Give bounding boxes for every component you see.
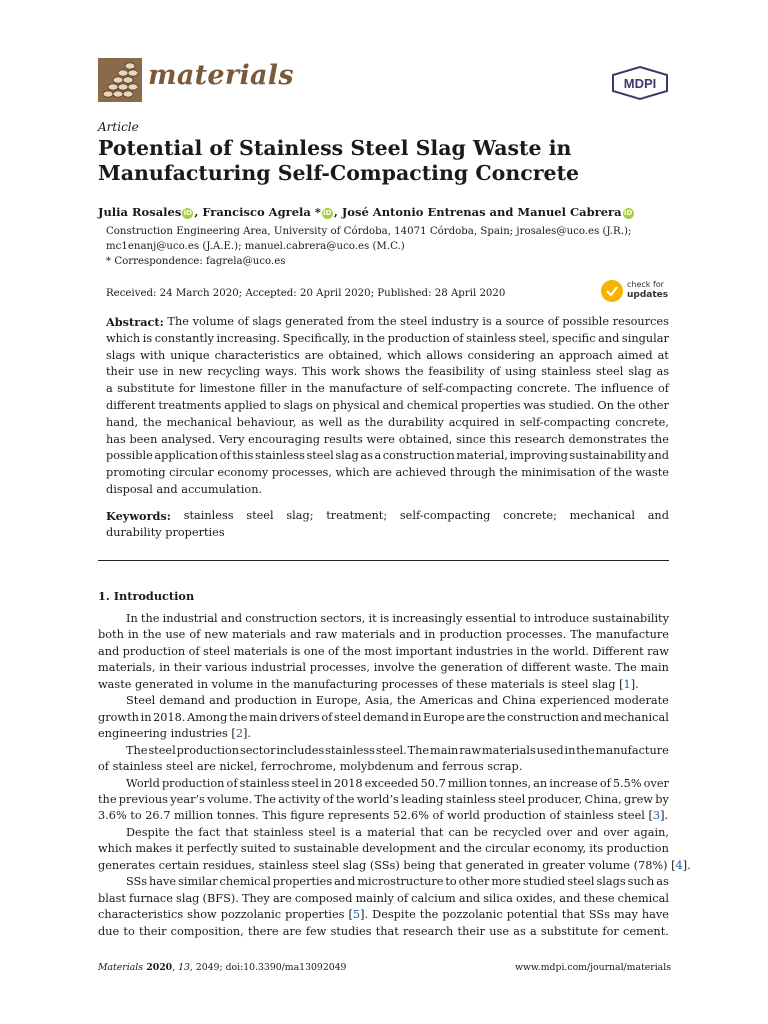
section-divider [98,560,669,561]
abstract-line: has been analysed. Very encouraging results were obtained, since this research demonstrates the [106,432,669,446]
body-line: which makes it perfectly suited to sustainable development and the circular economy, its production [98,842,669,856]
reference-link[interactable]: 4 [675,858,683,872]
abstract-line: which is constantly increasing. Specifically, in the production of stainless steel, specific and singular [106,331,669,345]
body-line: In the industrial and construction sectors, it is increasingly essential to introduce sustainability [126,612,669,625]
body-line: 3.6% to 26.7 million tonnes. This figure represents 52.6% of world production of stainless steel [3]. [98,809,669,823]
body-line: waste generated in volume in the manufacturing processes of these materials is steel slag [1]. [98,677,639,691]
body-line: SSs have similar chemical properties and microstructure to other more studied steel slags such as [126,875,669,889]
keywords-line [106,508,669,525]
keyword-word: steel [246,509,274,522]
article-title [98,136,658,186]
journal-logo-icon [98,58,142,102]
article-type: Article [98,120,139,134]
body-line: growth in 2018. Among the main drivers of steel demand in Europe are the construction and mechanical [98,710,669,724]
keyword-word: mechanical [569,509,635,522]
check-updates-label: check for updates [627,280,669,300]
keyword-word: stainless [183,509,234,522]
body-line: World production of stainless steel in 2018 exceeded 50.7 million tonnes, an increase of 5.5% over [126,776,669,790]
abstract-line: possible application of this stainless steel slag as a construction material, improving sustainability and [106,449,669,463]
orcid-icon[interactable]: iD [623,209,633,217]
keyword-word: concrete; [503,509,557,522]
abstract-line: disposal and accumulation. [106,482,263,496]
citation-text: 2020, 13, 2049; doi:10.3390/ma13092049 [143,962,347,973]
body-line: characteristics show pozzolanic properties [5]. Despite the pozzolanic potential that SSs may have [98,908,669,922]
section-heading: 1. Introduction [98,589,195,603]
footer-citation: Materials 2020, 13, 2049; doi:10.3390/ma13092049 [98,962,347,973]
keywords-label: Keywords: [106,509,171,523]
body-line: both in the use of new materials and raw materials and in production processes. The manufacture [98,628,669,642]
abstract-line: Abstract: The volume of slags generated from the steel industry is a source of possible resources [106,315,669,329]
abstract-line: different treatments applied to slags on physical and chemical properties was studied. On the other [106,398,669,412]
body-line: of stainless steel are nickel, ferrochrome, molybdenum and ferrous scrap. [98,760,523,774]
body-line: materials, in their various industrial processes, involve the generation of different waste. The main [98,661,669,675]
body-line: Despite the fact that stainless steel is a material that can be recycled over and over again, [126,825,669,839]
body-line: blast furnace slag (BFS). They are composed mainly of calcium and silica oxides, and these chemical [98,891,669,905]
abstract-line: hand, the mechanical behaviour, as well as the durability acquired in self-compacting concrete, [106,415,669,429]
publication-dates: Received: 24 March 2020; Accepted: 20 April 2020; Published: 28 April 2020 [106,288,506,299]
abstract-label: Abstract: [106,315,164,329]
title-line: Potential of Stainless Steel Slag Waste in [98,136,572,160]
introduction-body [98,611,691,940]
keywords [106,508,669,542]
keyword-word: slag; [286,509,314,522]
author-name[interactable]: , Francisco Agrela * [194,205,321,219]
reference-link[interactable]: 5 [352,908,361,922]
check-for-updates-badge[interactable] [601,278,671,304]
author-name[interactable]: Julia Rosales [98,205,182,219]
author-list [98,205,635,219]
affiliation-line: Construction Engineering Area, University of Córdoba, 14071 Córdoba, Spain; jrosales@uco.es (J.R.); [106,226,632,237]
body-line: engineering industries [2]. [98,727,252,741]
svg-text:MDPI: MDPI [623,76,657,91]
reference-link[interactable]: 3 [652,809,661,823]
author-name[interactable]: , José Antonio Entrenas and Manuel Cabrera [333,205,622,219]
abstract-line: their use in new recycling ways. This work shows the feasibility of using stainless steel slag as [106,365,669,379]
abstract [106,314,669,499]
footer-url[interactable]: www.mdpi.com/journal/materials [515,962,671,973]
affiliation-block [106,224,676,269]
abstract-line: promoting circular economy processes, which are achieved through the minimisation of the waste [106,466,669,480]
body-line: The steel production sector includes stainless steel. The main raw materials used in the manufacture [126,743,669,757]
orcid-icon[interactable]: iD [183,209,192,217]
reference-link[interactable]: 1 [623,677,631,691]
check-updates-icon [601,280,623,302]
keyword-word: self-compacting [399,509,491,522]
keywords-line: durability properties [106,525,225,539]
affiliation-line: mc1enanj@uco.es (J.A.E.); manuel.cabrera@uco.es (M.C.) [106,241,405,252]
abstract-line: slags with unique characteristics are obtained, which allows considering an approach aimed at [106,348,669,362]
orcid-icon[interactable]: iD [323,209,332,217]
body-line: due to their composition, there are few studies that research their use as a substitute for cement. [98,924,669,938]
title-line: Manufacturing Self-Compacting Concrete [98,161,580,185]
keyword-word: and [647,509,669,522]
body-line: and production of steel materials is one of the most important industries in the world. Different raw [98,644,669,658]
keyword-word: treatment; [326,509,388,522]
body-line: generates certain residues, stainless steel slag (SSs) being that generated in greater volume (78%) [4]. [98,858,691,872]
body-line: Steel demand and production in Europe, Asia, the Americas and China experienced moderate [126,694,669,708]
body-line: the previous year’s volume. The activity of the world’s leading stainless steel producer, China, grew by [98,792,669,806]
journal-name: materials [148,60,294,91]
mdpi-logo-icon [611,66,669,100]
abstract-line: a substitute for limestone filler in the manufacture of self-compacting concrete. The influence of [106,382,669,396]
correspondence-line: * Correspondence: fagrela@uco.es [106,256,286,267]
reference-link[interactable]: 2 [235,727,244,741]
